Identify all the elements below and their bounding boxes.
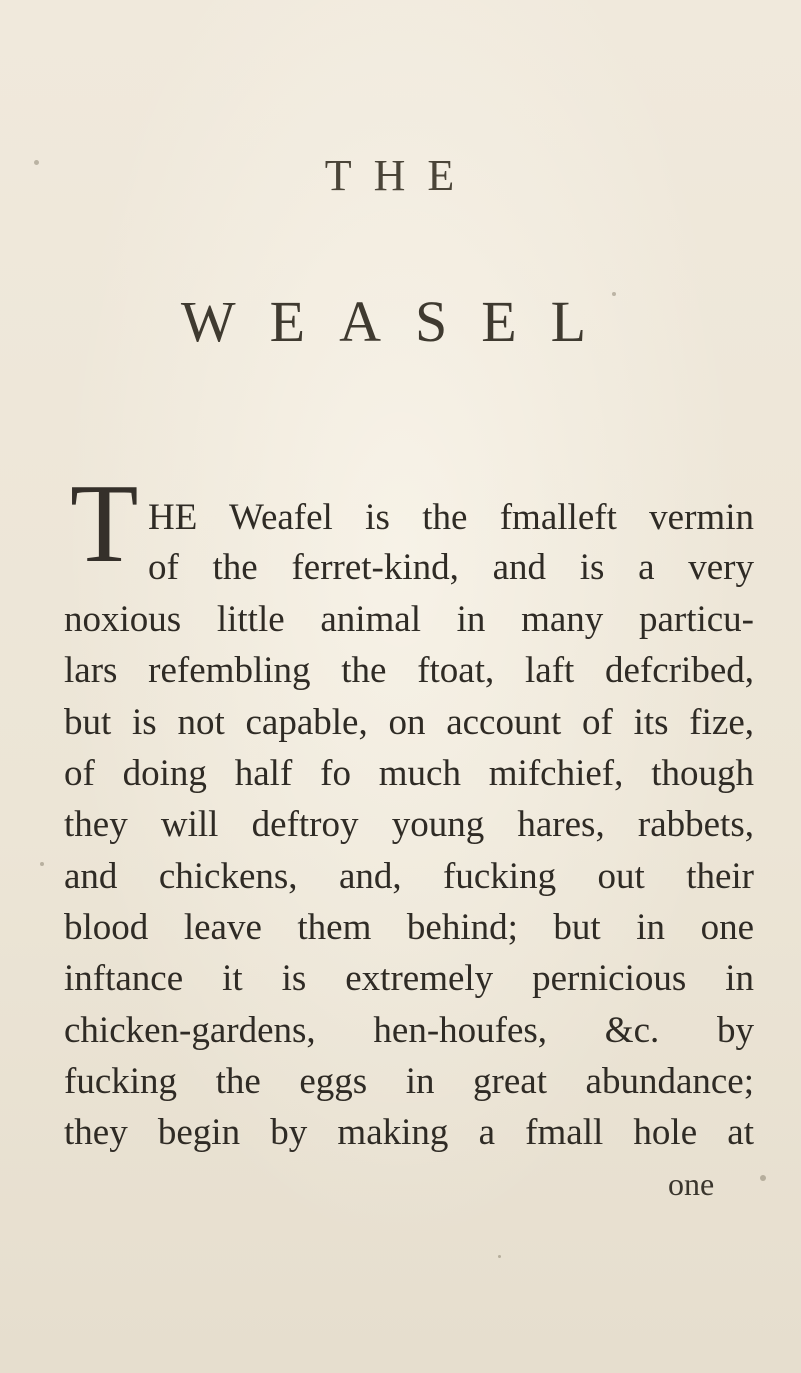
paper-speck	[760, 1175, 766, 1181]
text-line: blood leave them behind; but in one	[64, 907, 754, 948]
text-line: noxious little animal in many particu-	[64, 599, 754, 640]
text-line: lars refembling the ftoat, laft defcribed,	[64, 650, 754, 691]
text-line: and chickens, and, fucking out their	[64, 856, 754, 897]
text-line: HE Weafel is the fmalleft vermin	[148, 497, 754, 538]
chapter-title: WEASEL	[180, 289, 621, 354]
text-line: inftance it is extremely pernicious in	[64, 958, 754, 999]
paper-speck	[498, 1255, 501, 1258]
text-line: chicken-gardens, hen-houfes, &c. by	[64, 1010, 754, 1051]
text-line: they will deftroy young hares, rabbets,	[64, 804, 754, 845]
drop-cap: T	[70, 462, 139, 586]
text-line: of the ferret-kind, and is a very	[148, 547, 754, 588]
paper-speck	[40, 862, 44, 866]
text-line: fucking the eggs in great abundance;	[64, 1061, 754, 1102]
catchword: one	[668, 1166, 715, 1202]
text-line: they begin by making a fmall hole at	[64, 1112, 754, 1153]
text-line: but is not capable, on account of its fize,	[64, 702, 754, 743]
heading-the: THE	[324, 151, 477, 200]
text-line: of doing half fo much mifchief, though	[64, 753, 754, 794]
